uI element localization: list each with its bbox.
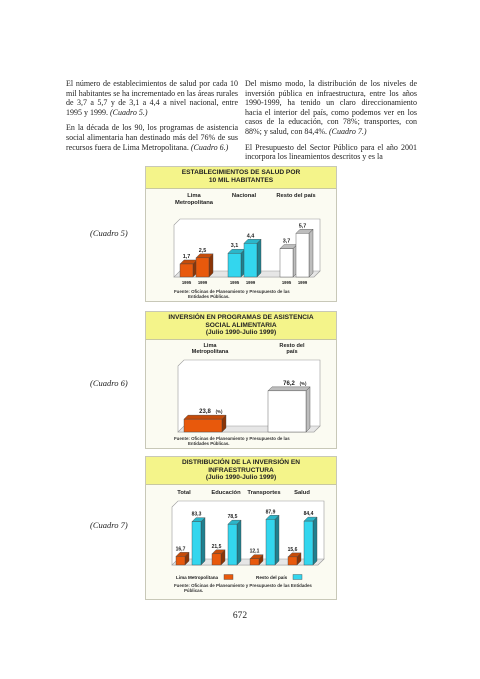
tick-label-1-1: 1999 [245,280,256,285]
unit-label-0: (%) [215,409,223,415]
chart-1-source: Fuente: Oficinas de Planeamiento y Presupuesto de las Entidades Públicas. [174,289,290,300]
bar-1-top [268,387,310,391]
chart-distribucion-inversion [145,456,337,600]
chart-3-plot [146,487,336,583]
bar-2-1-side [309,229,313,277]
data-label-1-0: 83,3 [191,511,202,518]
bar-0-top [184,415,226,419]
data-label-0-0: 16,7 [175,546,186,553]
right-paragraph-2: El Presupuesto del Sector Público para el año 2001 incorpora los lineamientos descritos y es la [245,142,417,162]
group-label-2: Resto del país [276,193,316,199]
category-label-1: Resto del [279,343,305,349]
bar-1-1-side [237,520,241,565]
data-label-2-1: 5,7 [298,223,307,230]
bar-1-3-side [313,517,317,565]
chart-1-plot [146,191,336,287]
group-label-0: Metropolitana [174,200,214,206]
chart-3-source: Fuente: Oficinas de Planeamiento y Presupuesto de las Entidades Públicas. [174,583,312,594]
bar-1-1-side [257,239,261,277]
data-label-0: 23,8 [199,409,211,416]
left-paragraph-1: El número de establecimientos de salud por cada 10 mil habitantes se ha incrementado en las áreas rurales de 3,7 a 5,7 y de 3,1 a 4,4 a nivel nacional, entre 1995 y 1999. (Cuadro 5.) [66,79,238,117]
data-label-2-0: 3,7 [282,238,291,245]
bar-0 [184,419,222,432]
data-label-0-3: 15,6 [287,546,298,553]
left-text-column [66,79,238,158]
chart-2-title: INVERSIÓN EN PROGRAMAS DE ASISTENCIA SOCIAL ALIMENTARIA (Julio 1990-Julio 1999) [146,312,336,340]
bar-1-1 [244,243,257,277]
data-label-1-3: 84,4 [303,511,314,518]
tick-label-1-0: 1995 [229,280,240,285]
left-paragraph-2: En la década de los 90, los programas de asistencia social alimentaria han destinado más del 76% de sus recursos fuera de Lima Metropolitana. (Cuadro 6.) [66,123,238,152]
bar-1 [268,391,306,432]
bar-2-1 [296,233,309,277]
bar-0-2 [250,559,259,565]
cuadro-6-label: (Cuadro 6) [90,378,128,388]
right-text-column [245,79,417,168]
category-label-2: Transportes [247,490,281,496]
tick-label-2-0: 1995 [281,280,292,285]
tick-label-2-1: 1999 [297,280,308,285]
data-label-0-1: 2,5 [198,247,207,254]
chart-establecimientos-salud [145,166,337,302]
bar-1-2-side [275,515,279,565]
category-label-0: Total [177,490,191,496]
legend-swatch-0 [224,575,233,580]
right-paragraph-1: Del mismo modo, la distribución de los niveles de inversión pública en infraestructura, entre los años 1990-1999, ha tenido un claro direccionamiento hacia el interior del país, como podemos ver en los casos de la educación, con 78%; transportes, con 88%; y salud, con 84,4%. (Cuadro 7.) [245,79,417,136]
bar-1-0 [192,522,201,565]
unit-label-1: (%) [299,380,307,386]
chart-2-source: Fuente: Oficinas de Planeamiento y Presupuesto de las Entidades Públicas. [174,436,290,447]
cuadro-5-label: (Cuadro 5) [90,228,128,238]
legend-label-1: Resto del país [256,575,288,580]
bar-1-0 [228,253,241,277]
bar-0-3 [288,557,297,565]
page-number: 672 [232,611,248,621]
data-label-1-1: 78,5 [227,514,238,521]
bar-1-0-side [201,518,205,565]
data-label-1: 76,2 [283,380,295,387]
data-label-0-0: 1,7 [182,253,191,260]
chart-3-title: DISTRIBUCIÓN DE LA INVERSIÓN EN INFRAESTRUCTURA (Julio 1990-Julio 1999) [146,457,336,485]
group-label-1: Nacional [231,193,257,199]
legend-swatch-1 [293,575,302,580]
group-label-0: Lima [187,193,201,199]
data-label-0-2: 12,1 [249,548,260,555]
bar-1-2 [266,519,275,565]
data-label-1-0: 3,1 [230,243,239,250]
category-label-0: Lima [203,343,217,349]
bar-1-side [306,387,310,432]
tick-label-0-0: 1995 [181,280,192,285]
category-label-1: país [286,349,298,355]
cuadro-7-label: (Cuadro 7) [90,520,128,530]
bar-1-3 [304,521,313,565]
bar-0-0 [176,556,185,565]
bar-0-0 [180,264,193,277]
data-label-1-1: 4,4 [246,233,255,240]
category-label-3: Salud [294,490,310,496]
tick-label-0-1: 1999 [197,280,208,285]
chart-2-plot [146,342,336,434]
chart-inversion-asistencia [145,311,337,449]
bar-2-0 [280,249,293,277]
legend-label-0: Lima Metropolitana [176,575,219,580]
bar-0-1 [212,554,221,565]
category-label-1: Educación [211,490,241,496]
chart-1-title: ESTABLECIMIENTOS DE SALUD POR 10 MIL HABITANTES [146,167,336,189]
data-label-1-2: 87,9 [265,509,276,516]
bar-1-1 [228,524,237,565]
data-label-0-1: 21,5 [211,543,222,550]
category-label-0: Metropolitana [191,349,229,355]
bar-0-1 [196,258,209,277]
